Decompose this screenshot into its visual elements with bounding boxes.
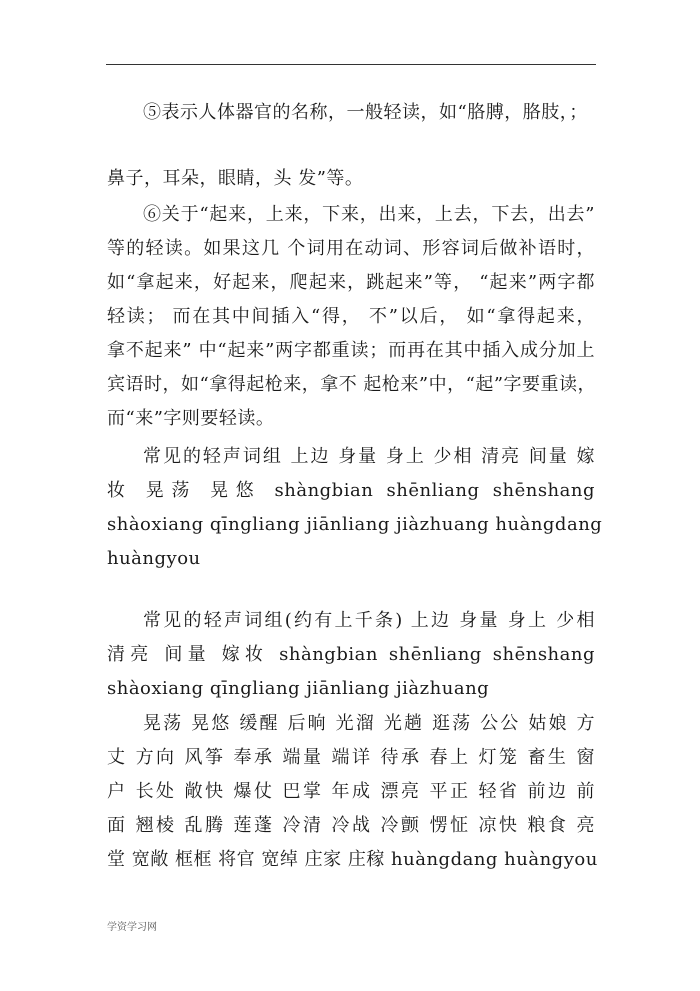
footer-source: 学资学习网 xyxy=(107,922,157,933)
text-line: 堂 宽敞 框框 将官 宽绰 庄家 庄稼 huàngdang huàngyou xyxy=(107,849,598,870)
text-line: 妆 晃荡 晃悠 shàngbian shēnliang shēnshang xyxy=(107,480,595,501)
text-line: 等的轻读。如果这几 个词用在动词、形容词后做补语时， xyxy=(107,238,595,259)
text-line: shàoxiang qīngliang jiānliang jiàzhuang xyxy=(107,678,490,699)
text-line: 拿不起来” 中“起来”两字都重读；而再在其中插入成分加上 xyxy=(107,340,595,361)
text-line: 而“来”字则要轻读。 xyxy=(107,408,275,429)
header-rule xyxy=(106,64,596,65)
paragraph-word-list xyxy=(107,707,598,877)
text-line: ⑥关于“起来，上来，下来，出来，上去，下去，出去” xyxy=(143,204,595,225)
text-line: 清亮 间量 嫁妆 shàngbian shēnliang shēnshang xyxy=(107,644,595,665)
text-line: 常见的轻声词组(约有上千条) 上边 身量 身上 少相 xyxy=(143,610,595,631)
text-line: 丈 方向 风筝 奉承 端量 端详 待承 春上 灯笼 畜生 窗 xyxy=(107,747,595,768)
paragraph-organs xyxy=(107,96,595,130)
text-line: 面 翘棱 乱腾 莲蓬 冷清 冷战 冷颤 愣怔 凉快 粮食 亮 xyxy=(107,815,595,836)
text-line: 宾语时，如“拿得起枪来，拿不 起枪来”中，“起”字要重读， xyxy=(107,374,597,395)
text-line: 轻读； 而在其中间插入“得， 不”以后， 如“拿得起来， xyxy=(107,306,595,327)
text-line: 如“拿起来，好起来，爬起来，跳起来”等， “起来”两字都 xyxy=(107,272,595,293)
paragraph-qilai xyxy=(107,198,595,436)
paragraph-common-words-thousands xyxy=(107,604,595,706)
text-line: 晃荡 晃悠 缓醒 后晌 光溜 光趟 逛荡 公公 姑娘 方 xyxy=(143,713,595,734)
paragraph-common-words xyxy=(107,440,603,576)
text-line: 鼻子，耳朵，眼睛，头 发”等。 xyxy=(107,168,364,189)
text-line: huàngyou xyxy=(107,548,201,569)
paragraph-organs-continued xyxy=(107,162,595,196)
text-line: 户 长处 敞快 爆仗 巴掌 年成 漂亮 平正 轻省 前边 前 xyxy=(107,781,595,802)
text-line: 常见的轻声词组 上边 身量 身上 少相 清亮 间量 嫁 xyxy=(143,446,595,467)
text-line: ⑤表示人体器官的名称，一般轻读，如“胳膊，胳肢，； xyxy=(143,102,588,123)
text-line: shàoxiang qīngliang jiānliang jiàzhuang huàngdang xyxy=(107,514,603,535)
